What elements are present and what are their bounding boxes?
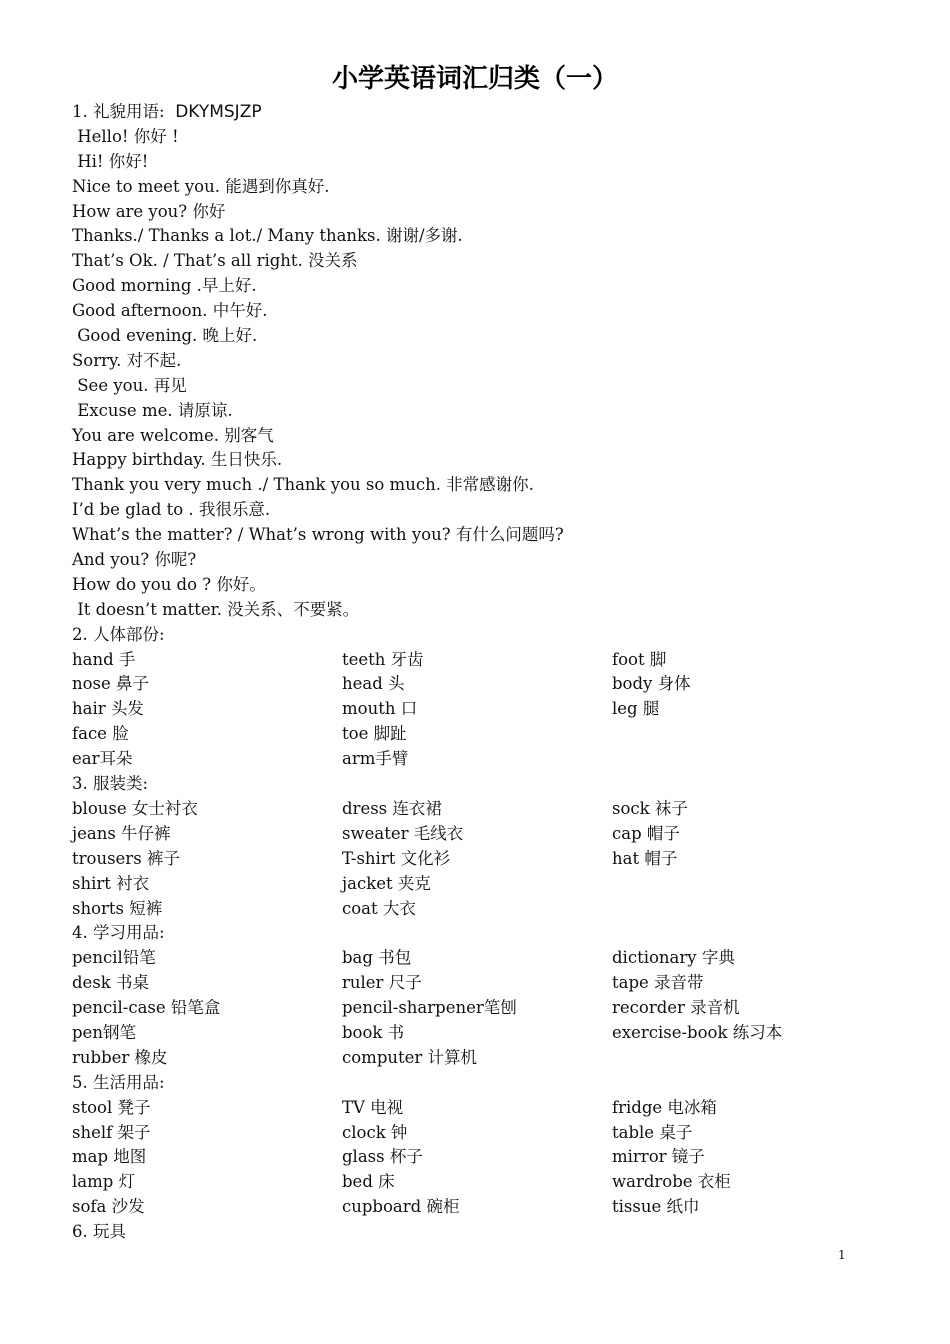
phrase-line: What’s the matter? / What’s wrong with you? 有什么问题吗? [72,525,564,545]
vocab-row [72,697,892,722]
vocab-cell: sweater 毛线衣 [342,823,464,843]
vocab-row [72,897,892,922]
vocab-cell [612,897,892,922]
vocab-cell: cap 帽子 [612,823,680,843]
vocab-cell: mouth 口 [342,699,418,719]
vocab-row [72,1121,892,1146]
vocab-cell: foot 脚 [612,649,667,669]
vocab-row [72,672,892,697]
phrase-line: Good evening. 晚上好. [72,326,258,346]
vocab-cell: glass 杯子 [342,1147,423,1167]
phrase-line: It doesn’t matter. 没关系、不要紧。 [72,599,360,619]
vocab-row [72,797,892,822]
vocab-row [72,1145,892,1170]
vocab-row [72,971,892,996]
vocab-cell: exercise-book 练习本 [612,1022,783,1042]
vocab-cell: desk 书桌 [72,973,150,993]
vocab-cell: bed 床 [342,1172,395,1192]
vocab-cell: recorder 录音机 [612,998,740,1018]
vocab-cell: leg 腿 [612,699,660,719]
phrase-line: Sorry. 对不起. [72,350,182,370]
vocab-cell: jacket 夹克 [342,873,431,893]
vocab-cell: bag 书包 [342,948,412,968]
phrase-line: I’d be glad to . 我很乐意. [72,500,271,520]
vocab-cell [612,722,892,747]
section-heading [72,772,892,797]
section-code: DKYMSJZP [169,102,262,122]
vocab-cell: cupboard 碗柜 [342,1197,460,1217]
vocab-row [72,946,892,971]
vocab-cell: computer 计算机 [342,1047,478,1067]
vocab-cell: hair 头发 [72,699,144,719]
phrase-line: Thank you very much ./ Thank you so much. 非常感谢你. [72,475,534,495]
vocab-cell: dress 连衣裙 [342,798,442,818]
phrase-line: You are welcome. 别客气 [72,425,274,445]
vocab-cell: pencil铅笔 [72,948,156,968]
vocab-cell: toe 脚趾 [342,724,407,744]
vocab-cell: hand 手 [72,649,136,669]
vocab-cell: jeans 牛仔裤 [72,823,171,843]
section-heading-text: 6. 玩具 [72,1222,126,1242]
vocab-row [72,1170,892,1195]
vocab-cell: book 书 [342,1022,405,1042]
vocab-row [72,847,892,872]
phrase-line: See you. 再见 [72,375,187,395]
phrase-line: And you? 你呢? [72,550,197,570]
vocab-cell: pencil-case 铅笔盒 [72,998,221,1018]
phrase-line: Thanks./ Thanks a lot./ Many thanks. 谢谢/多谢. [72,226,463,246]
vocab-cell: dictionary 字典 [612,948,735,968]
vocab-cell: ruler 尺子 [342,973,422,993]
vocab-cell: body 身体 [612,674,691,694]
vocab-cell: stool 凳子 [72,1097,151,1117]
vocab-cell: T-shirt 文化衫 [342,848,451,868]
vocab-cell: blouse 女士衬衣 [72,798,198,818]
vocab-cell: map 地图 [72,1147,147,1167]
vocab-cell: mirror 镜子 [612,1147,705,1167]
vocab-cell: clock 钟 [342,1122,408,1142]
section-heading-text: 4. 学习用品: [72,923,165,943]
vocab-row [72,1021,892,1046]
vocab-cell: arm手臂 [342,749,409,769]
phrase-line: Good afternoon. 中午好. [72,301,268,321]
vocab-cell: sock 袜子 [612,798,688,818]
vocab-cell: shorts 短裤 [72,898,163,918]
section-heading [72,1071,892,1096]
vocab-row [72,1195,892,1220]
phrase-line: Happy birthday. 生日快乐. [72,450,283,470]
vocab-row [72,1046,892,1071]
phrase-line: Excuse me. 请原谅. [72,400,233,420]
vocab-cell: hat 帽子 [612,848,678,868]
vocab-cell: lamp 灯 [72,1172,136,1192]
vocab-cell [612,747,892,772]
phrase-line: That’s Ok. / That’s all right. 没关系 [72,251,358,271]
vocab-cell: pencil-sharpener笔刨 [342,998,517,1018]
section-heading-text: 1. 礼貌用语: [72,102,170,121]
phrase-line: How do you do ? 你好。 [72,574,266,594]
vocab-row [72,648,892,673]
page-title: 小学英语词汇归类（一） [331,64,618,94]
vocab-cell: coat 大衣 [342,898,416,918]
vocab-cell: nose 鼻子 [72,674,150,694]
vocab-cell: teeth 牙齿 [342,649,424,669]
phrase-line: Nice to meet you. 能遇到你真好. [72,176,330,196]
phrase-line: Good morning .早上好. [72,276,257,296]
vocab-cell: fridge 电冰箱 [612,1097,717,1117]
section-heading [72,623,892,648]
section-heading-text: 5. 生活用品: [72,1072,165,1092]
vocab-cell: shirt 衬衣 [72,873,150,893]
vocab-cell: trousers 裤子 [72,848,180,868]
phrase-line: How are you? 你好 [72,201,226,221]
vocab-cell: ear耳朵 [72,749,133,769]
phrase-line: Hello! 你好 ! [72,126,179,146]
vocab-cell: pen钢笔 [72,1022,136,1042]
section-heading [72,100,892,125]
section-heading-text: 2. 人体部份: [72,624,165,644]
vocab-row [72,722,892,747]
vocab-cell: TV 电视 [342,1097,404,1117]
section-heading [72,921,892,946]
vocab-cell: rubber 橡皮 [72,1047,168,1067]
vocab-cell: tape 录音带 [612,973,704,993]
vocab-cell: shelf 架子 [72,1122,151,1142]
vocab-cell: head 头 [342,674,405,694]
vocab-cell: face 脸 [72,724,129,744]
vocab-cell: sofa 沙发 [72,1197,145,1217]
vocab-cell [612,1046,892,1071]
vocab-row [72,822,892,847]
page-number: 1 [838,1248,846,1262]
section-heading-text: 3. 服装类: [72,774,149,794]
document-body [72,100,892,1245]
vocab-cell: wardrobe 衣柜 [612,1172,731,1192]
phrase-line: Hi! 你好! [72,151,149,171]
vocab-row [72,872,892,897]
vocab-row [72,747,892,772]
vocab-cell: tissue 纸巾 [612,1197,700,1217]
vocab-cell [612,872,892,897]
vocab-cell: table 桌子 [612,1122,693,1142]
section-heading [72,1220,892,1245]
vocab-row [72,1096,892,1121]
vocab-row [72,996,892,1021]
